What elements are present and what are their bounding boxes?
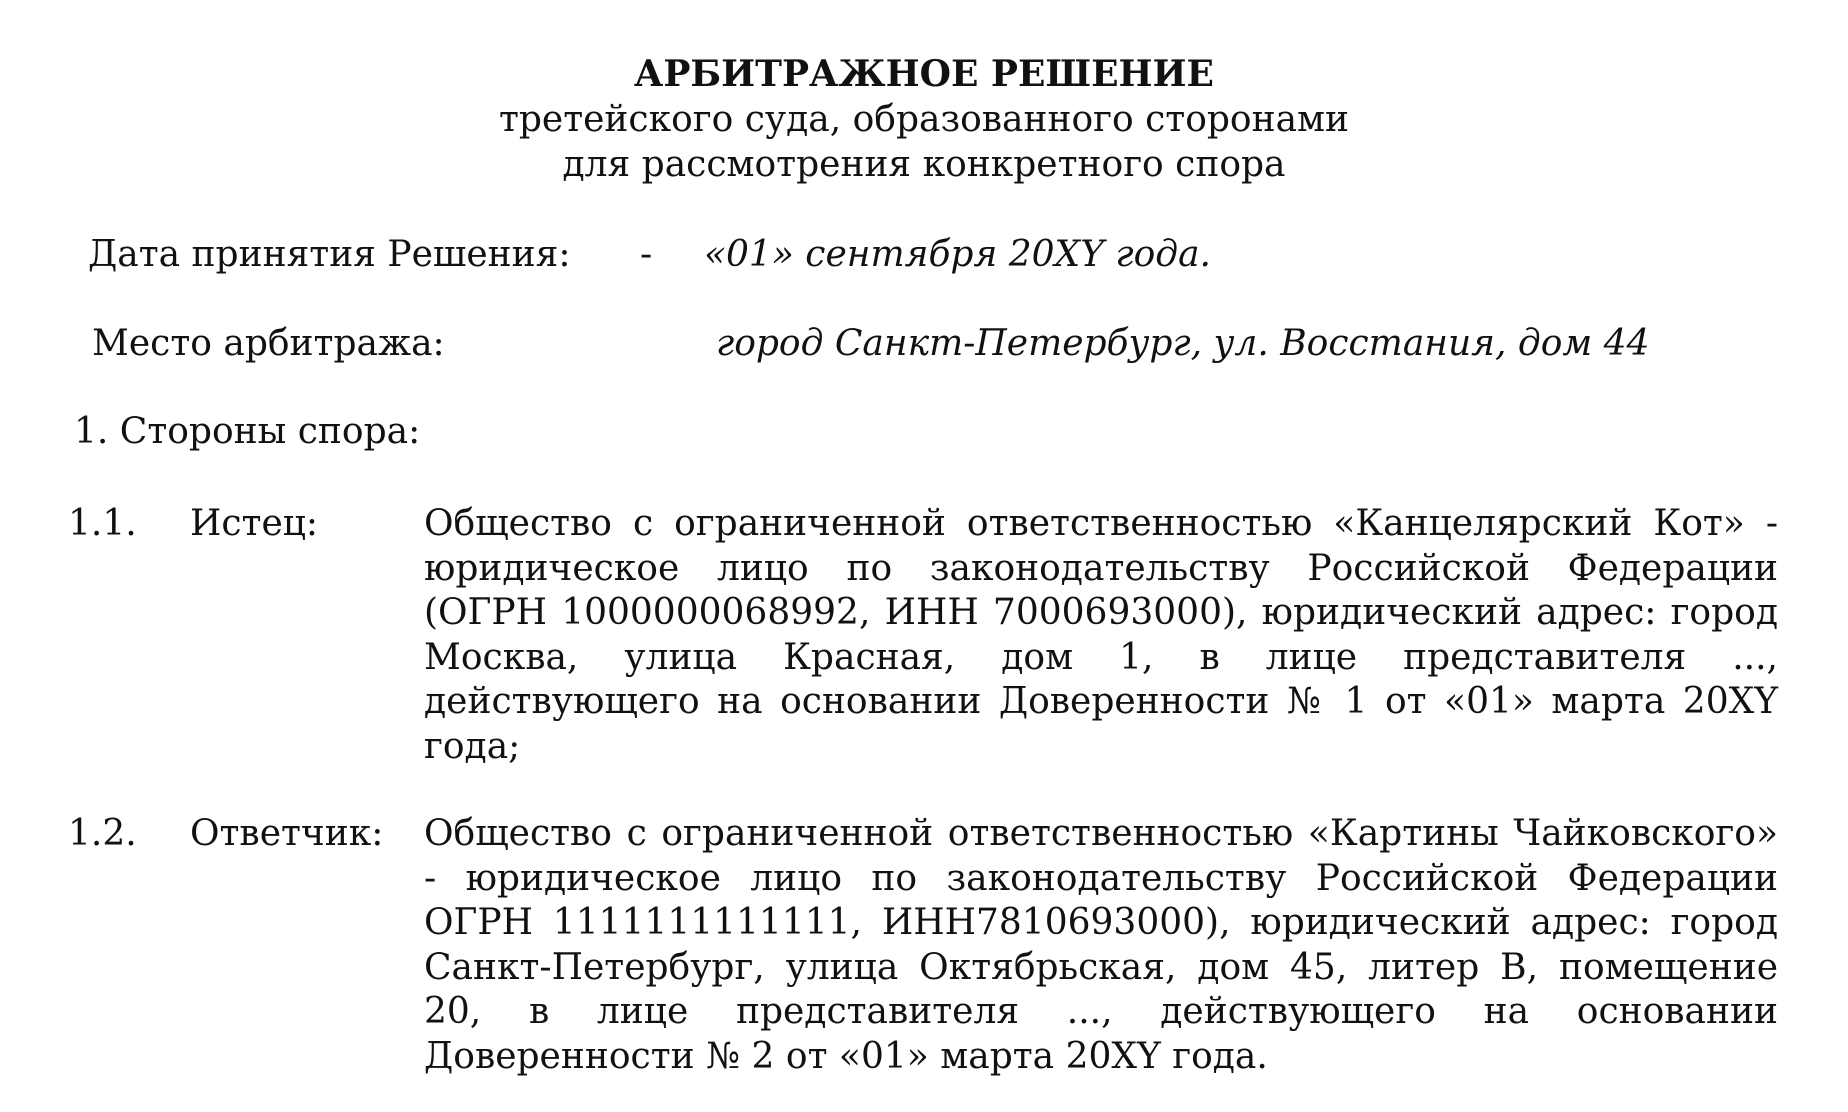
document-subtitle-line2: для рассмотрения конкретного спора — [562, 144, 1286, 185]
party-description: Общество с ограниченной ответственностью «Картины Чайковского» - юридическое лицо по законодательству Российской Федерации ОГРН 1111111111111, ИНН7810693000), юридический адрес: город Санкт-Петербург, улица Октябрьская, дом 45, литер В, помещение 20, в лице представителя ..., действующего на основании Доверенности № 2 от «01» марта 20XY года. — [424, 813, 1778, 1077]
arbitration-place-value: город Санкт-Петербург, ул. Восстания, дом 44 — [716, 323, 1650, 364]
party-role: Истец: — [190, 503, 319, 544]
party-role: Ответчик: — [190, 813, 384, 854]
arbitration-place-label: Место арбитража: — [92, 323, 445, 364]
decision-date-dash: - — [640, 234, 653, 275]
party-description: Общество с ограниченной ответственностью «Канцелярский Кот» - юридическое лицо по законодательству Российской Федерации (ОГРН 1000000068992, ИНН 7000693000), юридический адрес: город Москва, улица Красная, дом 1, в лице представителя ..., действующего на основании Доверенности № 1 от «01» марта 20XY года; — [424, 503, 1778, 767]
section-heading-parties: 1. Стороны спора: — [74, 411, 421, 452]
party-number: 1.1. — [68, 503, 137, 544]
decision-date-label: Дата принятия Решения: — [88, 234, 571, 275]
party-number: 1.2. — [68, 813, 137, 854]
decision-date-value: «01» сентября 20XY года. — [704, 234, 1211, 275]
document-subtitle-line1: третейского суда, образованного сторонами — [498, 99, 1350, 140]
document-title: АРБИТРАЖНОЕ РЕШЕНИЕ — [634, 53, 1214, 95]
